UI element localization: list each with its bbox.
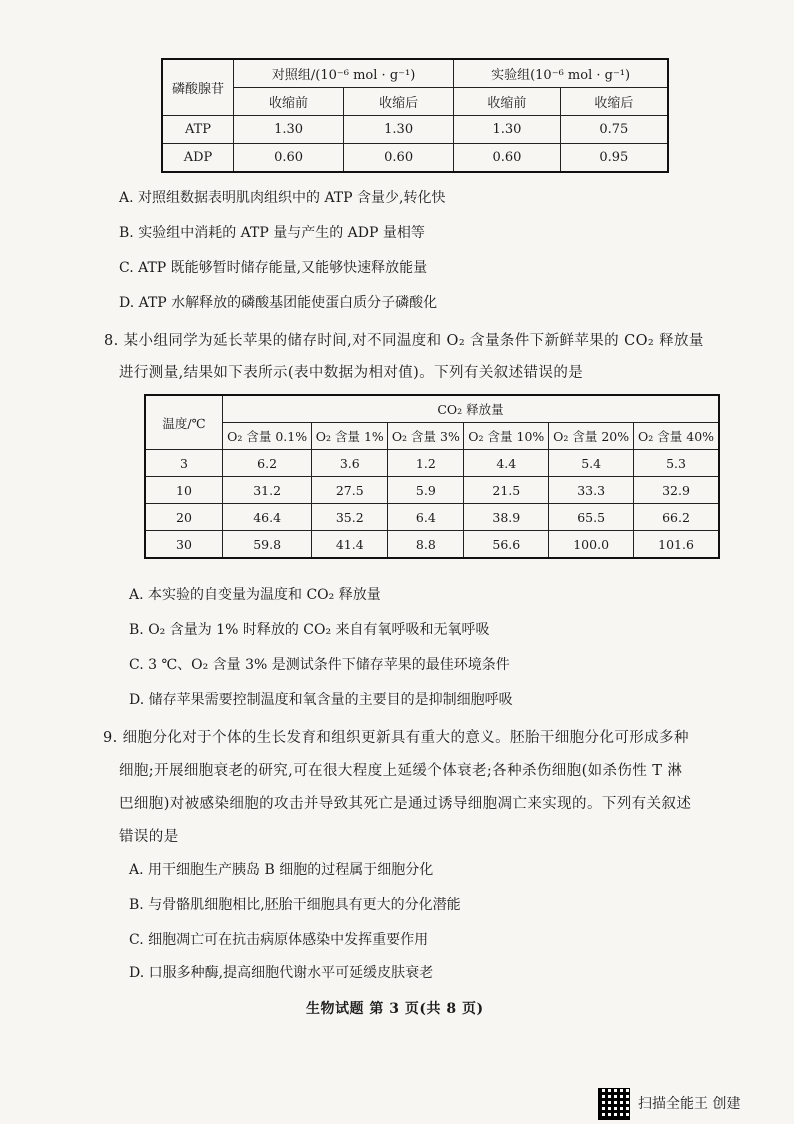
q8-option-c: C. 3 ℃、O₂ 含量 3% 是测试条件下储存苹果的最佳环境条件	[129, 657, 510, 673]
table1-subheader: 收缩后	[560, 88, 668, 116]
table1-cell: 0.60	[234, 144, 344, 173]
q7-option-d: D. ATP 水解释放的磷酸基团能使蛋白质分子磷酸化	[119, 295, 438, 311]
table2-cell: 35.2	[312, 504, 388, 531]
table2-temp: 20	[145, 504, 223, 531]
table1-subheader: 收缩前	[234, 88, 344, 116]
q9-option-c: C. 细胞凋亡可在抗击病原体感染中发挥重要作用	[129, 932, 429, 948]
table1-cell: 0.75	[560, 116, 668, 144]
q9-stem-line2: 细胞;开展细胞衰老的研究,可在很大程度上延缓个体衰老;各种杀伤细胞(如杀伤性 T 淋	[119, 763, 683, 779]
q8-stem-line2: 进行测量,结果如下表所示(表中数据为相对值)。下列有关叙述错误的是	[119, 365, 584, 381]
table1-cell: 0.60	[454, 144, 560, 173]
table-row	[145, 450, 719, 477]
scanner-label: 扫描全能王 创建	[638, 1096, 741, 1112]
table1-row-label: ATP	[162, 116, 234, 144]
table2-column-header: O₂ 含量 40%	[634, 423, 719, 450]
q9-stem-line1: 9. 细胞分化对于个体的生长发育和组织更新具有重大的意义。胚胎干细胞分化可形成多种	[103, 730, 689, 746]
q9-option-b: B. 与骨骼肌细胞相比,胚胎干细胞具有更大的分化潜能	[129, 897, 461, 913]
q9-stem-line3: 巴细胞)对被感染细胞的攻击并导致其死亡是通过诱导细胞凋亡来实现的。下列有关叙述	[119, 796, 692, 812]
table2-column-header: O₂ 含量 20%	[549, 423, 634, 450]
table2-row-header: 温度/℃	[145, 395, 223, 450]
page-footer: 生物试题 第 3 页(共 8 页)	[306, 1001, 484, 1017]
table2-cell: 66.2	[634, 504, 719, 531]
table2-cell: 101.6	[634, 531, 719, 559]
table2-cell: 6.2	[223, 450, 312, 477]
table2-cell: 38.9	[464, 504, 549, 531]
table-row	[145, 477, 719, 504]
table-row	[145, 531, 719, 559]
table2-cell: 56.6	[464, 531, 549, 559]
table2-cell: 21.5	[464, 477, 549, 504]
table2-cell: 5.9	[388, 477, 464, 504]
table1-subheader: 收缩后	[344, 88, 454, 116]
table1-row-header: 磷酸腺苷	[162, 59, 234, 116]
q8-option-b: B. O₂ 含量为 1% 时释放的 CO₂ 来自有氧呼吸和无氧呼吸	[129, 622, 490, 638]
q9-option-d: D. 口服多种酶,提高细胞代谢水平可延缓皮肤衰老	[129, 965, 434, 981]
table1-cell: 0.95	[560, 144, 668, 173]
table2-cell: 4.4	[464, 450, 549, 477]
q7-option-c: C. ATP 既能够暂时储存能量,又能够快速释放能量	[119, 260, 428, 276]
qr-code-icon	[598, 1088, 630, 1120]
q7-option-a: A. 对照组数据表明肌肉组织中的 ATP 含量少,转化快	[119, 190, 446, 206]
table2-cell: 31.2	[223, 477, 312, 504]
table2-cell: 41.4	[312, 531, 388, 559]
table1-cell: 1.30	[234, 116, 344, 144]
atp-adp-table	[161, 58, 669, 173]
table2-cell: 5.4	[549, 450, 634, 477]
table1-cell: 1.30	[344, 116, 454, 144]
q8-option-d: D. 储存苹果需要控制温度和氧含量的主要目的是抑制细胞呼吸	[129, 692, 513, 708]
q8-stem-line1: 8. 某小组同学为延长苹果的储存时间,对不同温度和 O₂ 含量条件下新鲜苹果的 CO₂ 释放量	[104, 333, 704, 349]
q9-stem-line4: 错误的是	[119, 829, 179, 845]
table2-cell: 59.8	[223, 531, 312, 559]
table2-column-header: O₂ 含量 1%	[312, 423, 388, 450]
q9-option-a: A. 用干细胞生产胰岛 B 细胞的过程属于细胞分化	[129, 862, 434, 878]
table2-cell: 1.2	[388, 450, 464, 477]
table2-column-header: O₂ 含量 0.1%	[223, 423, 312, 450]
table2-cell: 3.6	[312, 450, 388, 477]
co2-release-table	[144, 394, 720, 559]
table2-cell: 33.3	[549, 477, 634, 504]
table-row	[162, 116, 668, 144]
table2-temp: 10	[145, 477, 223, 504]
table-row	[145, 504, 719, 531]
table2-cell: 46.4	[223, 504, 312, 531]
table1-experiment-header: 实验组(10⁻⁶ mol · g⁻¹)	[454, 59, 668, 88]
table2-cell: 8.8	[388, 531, 464, 559]
table1-subheader: 收缩前	[454, 88, 560, 116]
table2-cell: 65.5	[549, 504, 634, 531]
table2-cell: 32.9	[634, 477, 719, 504]
table1-control-header: 对照组/(10⁻⁶ mol · g⁻¹)	[234, 59, 454, 88]
table-row	[162, 144, 668, 173]
table2-cell: 5.3	[634, 450, 719, 477]
table2-column-header: O₂ 含量 10%	[464, 423, 549, 450]
table1-cell: 0.60	[344, 144, 454, 173]
table2-column-header: O₂ 含量 3%	[388, 423, 464, 450]
table2-temp: 30	[145, 531, 223, 559]
table2-group-header: CO₂ 释放量	[223, 395, 720, 423]
table2-cell: 100.0	[549, 531, 634, 559]
table2-cell: 27.5	[312, 477, 388, 504]
q7-option-b: B. 实验组中消耗的 ATP 量与产生的 ADP 量相等	[119, 225, 425, 241]
table1-row-label: ADP	[162, 144, 234, 173]
q8-option-a: A. 本实验的自变量为温度和 CO₂ 释放量	[129, 587, 381, 603]
table1-cell: 1.30	[454, 116, 560, 144]
table2-cell: 6.4	[388, 504, 464, 531]
table2-temp: 3	[145, 450, 223, 477]
